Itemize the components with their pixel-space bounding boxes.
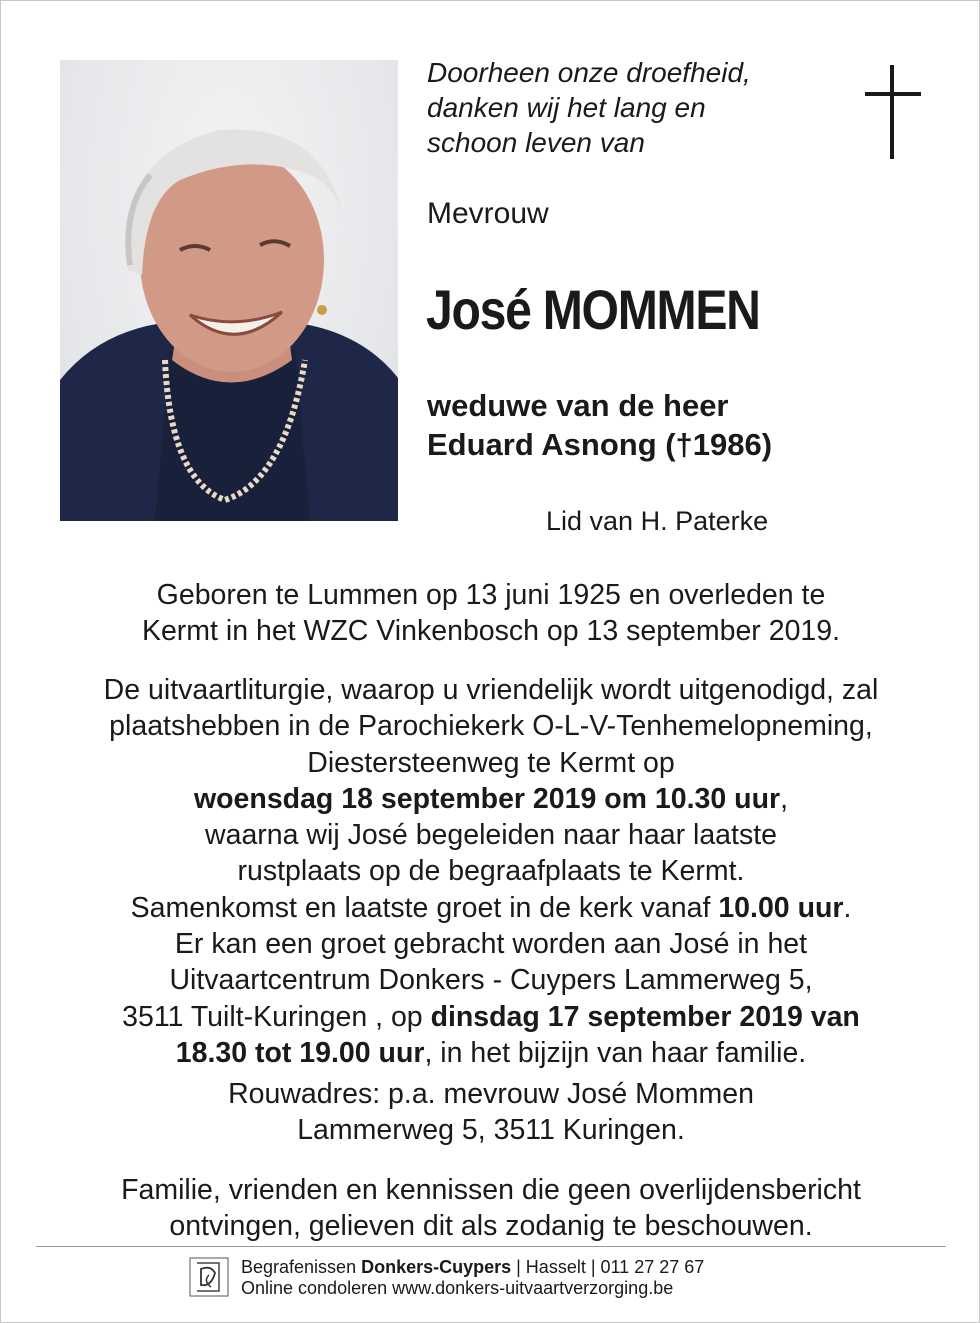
deceased-name: José MOMMEN: [426, 278, 760, 341]
footer-line-2[interactable]: Online condoleren www.donkers-uitvaartverzorging.be: [241, 1278, 674, 1298]
birth-line-1: Geboren te Lummen op 13 juni 1925 en overleden te: [156, 579, 826, 611]
notice-paragraph: [41, 1172, 941, 1245]
intro-text: [427, 55, 827, 160]
intro-line-2: danken wij het lang en: [427, 92, 706, 123]
funeral-line-3: Diestersteenweg te Kermt op: [307, 746, 675, 779]
funeral-line-7: [41, 890, 941, 926]
funeral-line-8: Er kan een groet gebracht worden aan José in het: [174, 928, 808, 961]
visitation-place: 3511 Tuilt-Kuringen , op: [122, 1000, 431, 1033]
widow-line-1: weduwe van de heer: [427, 388, 729, 423]
funeral-line-2: plaatshebben in de Parochiekerk O-L-V-Tenhemelopneming,: [109, 710, 873, 743]
footer-text: [241, 1257, 801, 1299]
footer-divider: [36, 1246, 946, 1247]
funeral-line-10: [41, 999, 941, 1035]
address-line-2: Lammerweg 5, 3511 Kuringen.: [297, 1114, 685, 1147]
notice-line-2: ontvingen, gelieven dit als zodanig te beschouwen.: [169, 1210, 813, 1243]
portrait-photo: [60, 60, 398, 521]
birth-line-2: Kermt in het WZC Vinkenbosch op 13 september 2019.: [141, 615, 841, 648]
gathering-time: 10.00 uur: [718, 891, 844, 924]
footer-prefix: Begrafenissen: [241, 1257, 362, 1277]
visitation-note: , in het bijzijn van haar familie.: [424, 1036, 807, 1069]
footer-line-1: [241, 1257, 801, 1278]
address-line-1: Rouwadres: p.a. mevrouw José Mommen: [228, 1078, 754, 1110]
visitation-time: 18.30 tot 19.00 uur: [175, 1036, 425, 1069]
gathering-period: .: [843, 891, 852, 924]
funeral-line-1: De uitvaartliturgie, waarop u vriendelijk wordt uitgenodigd, zal: [103, 674, 879, 706]
funeral-line-4-rest: ,: [780, 782, 788, 815]
funeral-date: woensdag 18 september 2019 om 10.30 uur: [193, 782, 781, 815]
footer-contact: | Hasselt | 011 27 27 67: [511, 1257, 705, 1277]
membership: Lid van H. Paterke: [546, 506, 769, 536]
birth-death-paragraph: [41, 577, 941, 650]
footer-company: Donkers-Cuypers: [361, 1257, 512, 1277]
notice-line-1: Familie, vrienden en kennissen die geen overlijdensbericht: [121, 1174, 861, 1206]
funeral-paragraph: [41, 672, 941, 1071]
funeral-line-5: waarna wij José begeleiden naar haar laatste: [205, 819, 777, 852]
cross-icon: [865, 65, 921, 159]
mourning-address: [41, 1076, 941, 1149]
widow-of: [427, 386, 927, 464]
intro-line-1: Doorheen onze droefheid,: [427, 57, 751, 88]
widow-line-2: Eduard Asnong (†1986): [427, 427, 773, 462]
visitation-date: dinsdag 17 september 2019 van: [430, 1000, 860, 1033]
funeral-home-logo-icon: [189, 1257, 229, 1297]
honorific: Mevrouw: [427, 197, 549, 230]
funeral-line-6: rustplaats op de begraafplaats te Kermt.: [237, 855, 745, 888]
funeral-line-4: [41, 781, 941, 817]
intro-line-3: schoon leven van: [427, 127, 645, 158]
funeral-line-11: [41, 1035, 941, 1071]
gathering-text: Samenkomst en laatste groet in de kerk vanaf: [130, 891, 719, 924]
funeral-line-9: Uitvaartcentrum Donkers - Cuypers Lammerweg 5,: [169, 964, 813, 997]
portrait-illustration: [60, 60, 398, 521]
